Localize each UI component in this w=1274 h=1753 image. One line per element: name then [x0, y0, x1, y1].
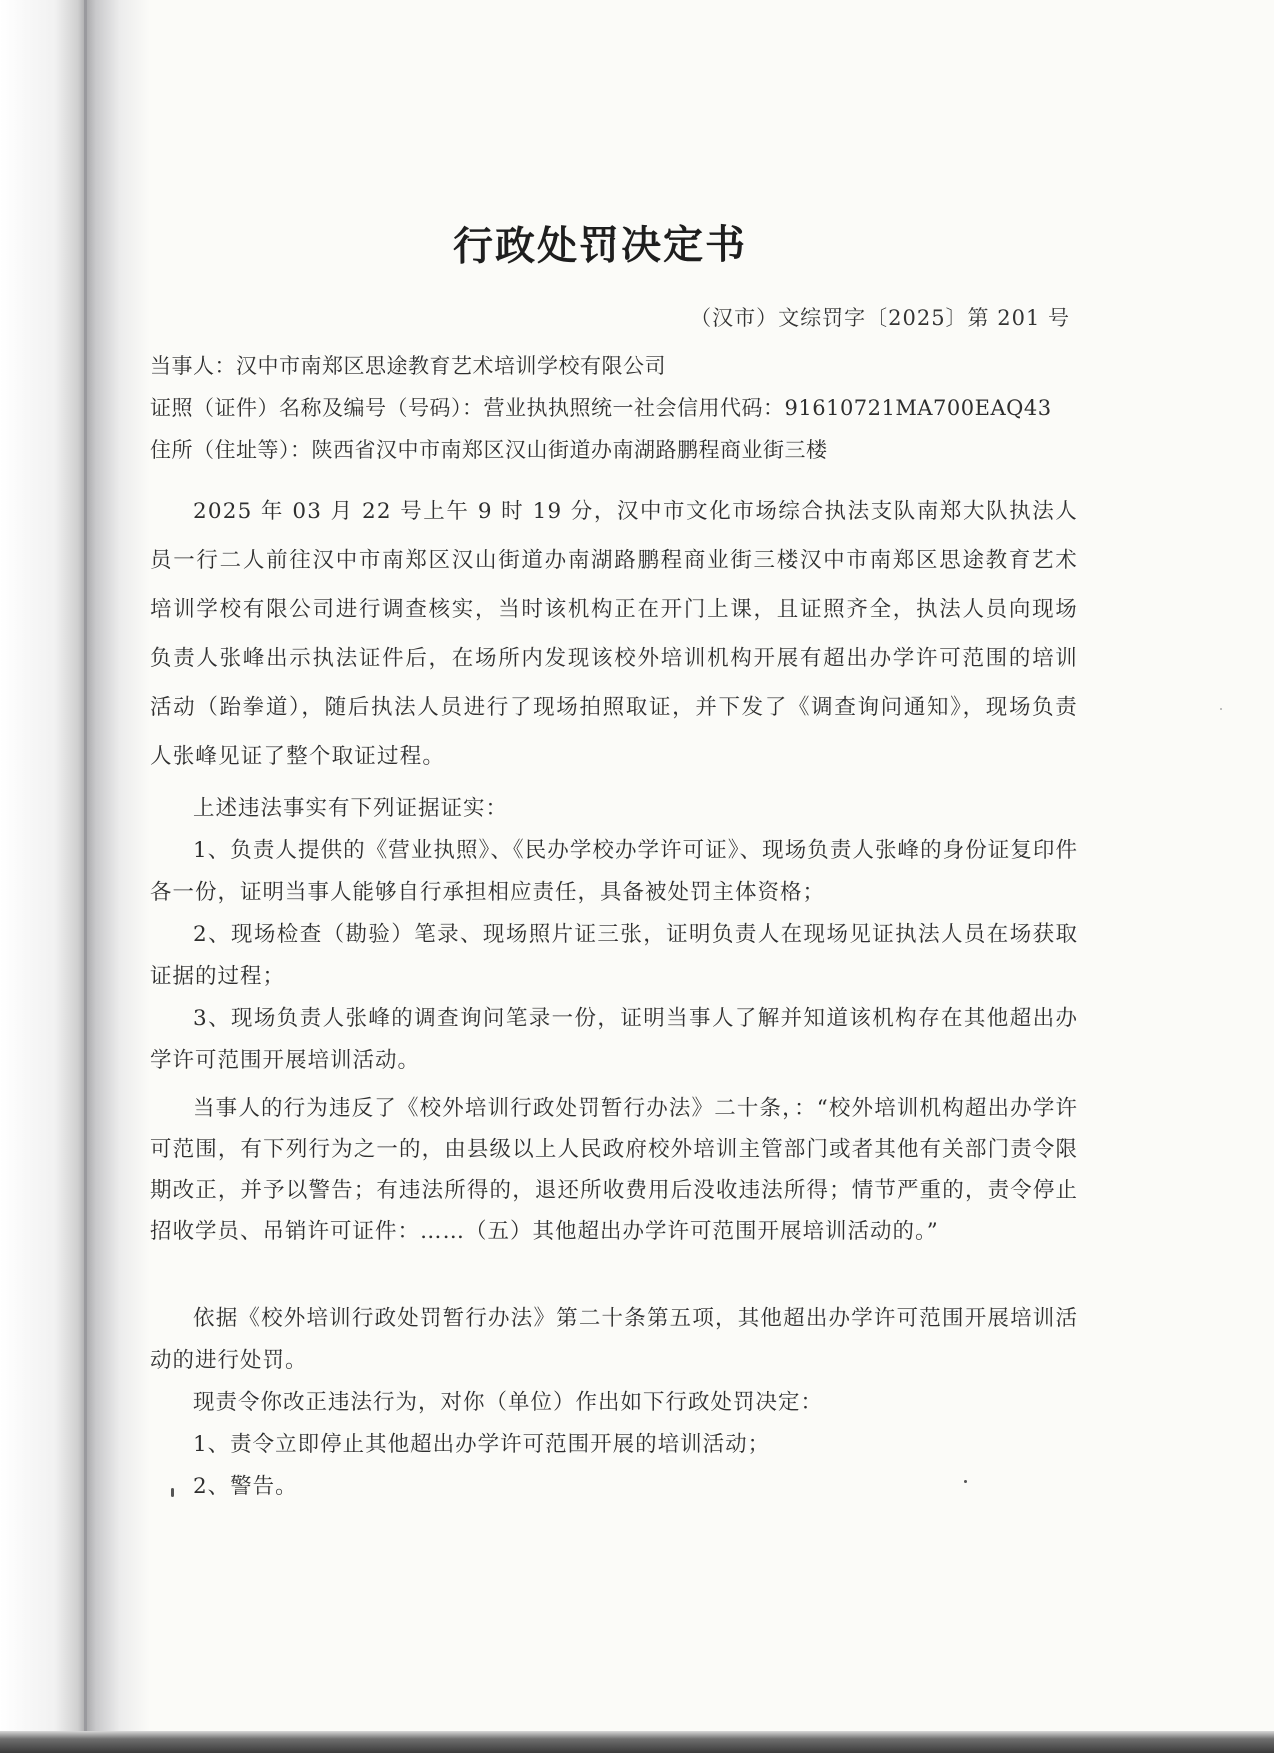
scan-binding-line: [84, 0, 87, 1753]
evidence-item: 1、负责人提供的《营业执照》、《民办学校办学许可证》、现场负责人张峰的身份证复印件各一份，证明当事人能够自行承担相应责任，具备被处罚主体资格；: [150, 838, 1078, 905]
violation-paragraph: 当事人的行为违反了《校外培训行政处罚暂行办法》二十条，：“校外培训机构超出办学许可范围，有下列行为之一的，由县级以上人民政府校外培训主管部门或者其他有关部门责令限期改正，并予以警告；有违法所得的，退还所收费用后没收违法所得；情节严重的，责令停止招收学员、吊销许可证件：……（五）其他超出办学许可范围开展培训活动的。”: [150, 1096, 1078, 1244]
document-page: [150, 0, 1080, 1753]
decision-intro: 现责令你改正违法行为，对你（单位）作出如下行政处罚决定：: [193, 1390, 824, 1415]
document-title: 行政处罚决定书: [452, 220, 748, 271]
evidence-section: [150, 788, 1078, 1082]
license-line: 证照（证件）名称及编号（号码）：营业执执照统一社会信用代码：91610721MA700EAQ43: [150, 396, 1052, 420]
scan-speck: [1220, 708, 1222, 710]
decision-item: 1、责令立即停止其他超出办学许可范围开展的培训活动；: [193, 1432, 771, 1457]
facts-paragraph: 2025 年 03 月 22 号上午 9 时 19 分，汉中市文化市场综合执法支队南郑大队执法人员一行二人前往汉中市南郑区汉山街道办南湖路鹏程商业街三楼汉中市南郑区思途教育艺术培训学校有限公司进行调查核实，当时该机构正在开门上课，且证照齐全，执法人员向现场负责人张峰出示执法证件后，在场所内发现该校外培训机构开展有超出办学许可范围的培训活动（跆拳道），随后执法人员进行了现场拍照取证，并下发了《调查询问通知》，现场负责人张峰见证了整个取证过程。: [150, 499, 1078, 769]
scan-bottom-edge: [0, 1731, 1274, 1753]
decision-item: 2、警告。: [193, 1474, 298, 1499]
address-line: 住所（住址等）：陕西省汉中市南郑区汉山街道办南湖路鹏程商业街三楼: [150, 438, 828, 462]
evidence-item: 2、现场检查（勘验）笔录、现场照片证三张，证明负责人在现场见证执法人员在场获取证据的过程；: [150, 922, 1078, 989]
party-line: 当事人：汉中市南郑区思途教育艺术培训学校有限公司: [150, 354, 666, 378]
scan-binding-shadow: [0, 0, 150, 1753]
document-number: （汉市）文综罚字〔2025〕第 201 号: [690, 306, 1070, 330]
decision-section: [150, 1298, 1078, 1508]
evidence-intro: 上述违法事实有下列证据证实：: [193, 796, 509, 821]
basis-paragraph: 依据《校外培训行政处罚暂行办法》第二十条第五项，其他超出办学许可范围开展培训活动的进行处罚。: [150, 1306, 1078, 1373]
evidence-item: 3、现场负责人张峰的调查询问笔录一份，证明当事人了解并知道该机构存在其他超出办学许可范围开展培训活动。: [150, 1006, 1078, 1073]
